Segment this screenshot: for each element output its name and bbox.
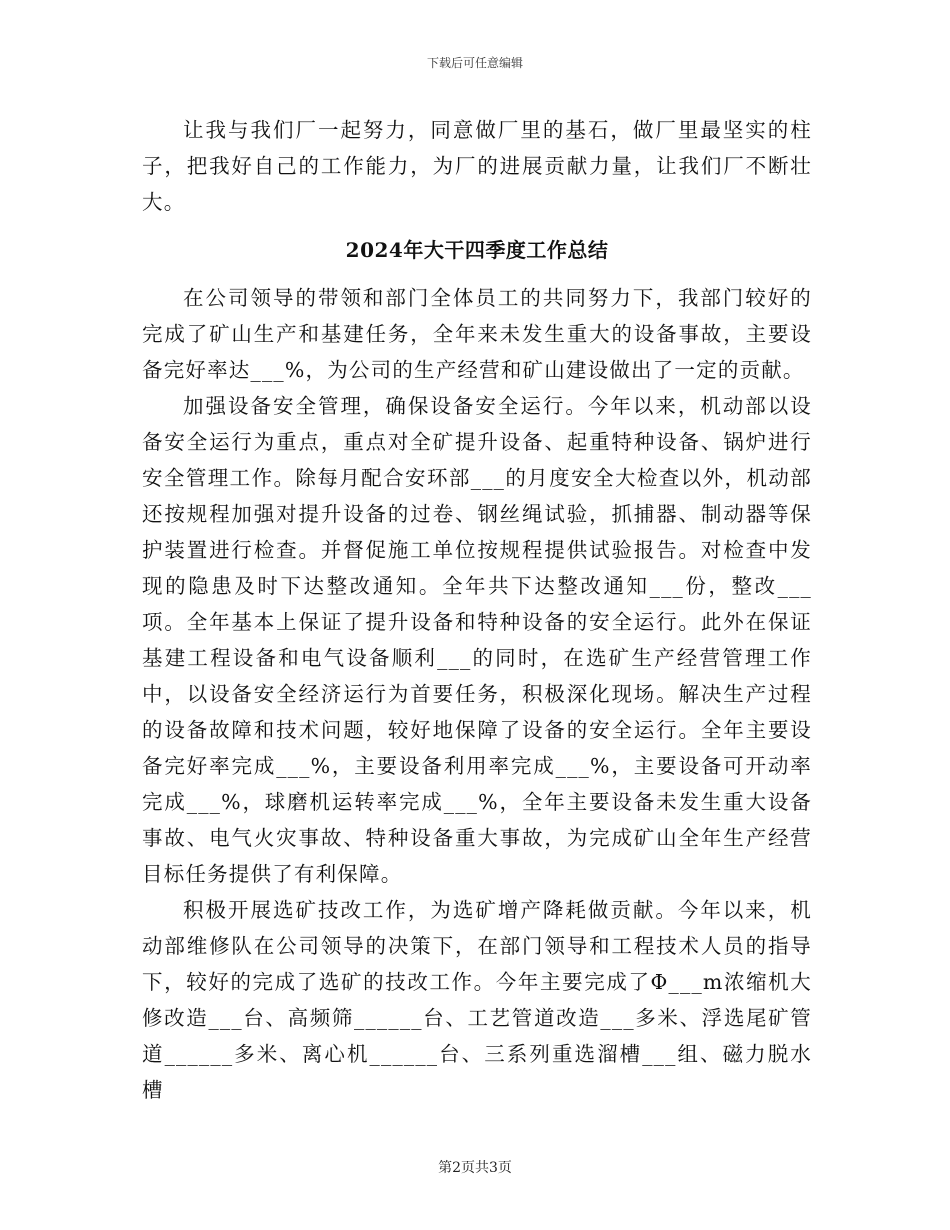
document-body [142,112,812,1108]
body-paragraph-2: 加强设备安全管理，确保设备安全运行。今年以来，机动部以设备安全运行为重点，重点对全矿提升设备、起重特种设备、锅炉进行安全管理工作。除每月配合安环部___的月度安全大检查以外，机动部还按规程加强对提升设备的过卷、钢丝绳试验，抓捕器、制动器等保护装置进行检查。并督促施工单位按规程提供试验报告。对检查中发现的隐患及时下达整改通知。全年共下达整改通知___份，整改___项。全年基本上保证了提升设备和特种设备的安全运行。此外在保证基建工程设备和电气设备顺利___的同时，在选矿生产经营管理工作中，以设备安全经济运行为首要任务，积极深化现场。解决生产过程的设备故障和技术问题，较好地保障了设备的安全运行。全年主要设备完好率完成___%，主要设备利用率完成___%，主要设备可开动率完成___%，球磨机运转率完成___%，全年主要设备未发生重大设备事故、电气火灾事故、特种设备重大事故，为完成矿山全年生产经营目标任务提供了有利保障。 [142,394,812,886]
body-paragraph-1: 在公司领导的带领和部门全体员工的共同努力下，我部门较好的完成了矿山生产和基建任务，全年来未发生重大的设备事故，主要设备完好率达___%，为公司的生产经营和矿山建设做出了一定的贡献。 [142,286,812,382]
page-indicator: 第2页共3页 [438,1160,512,1176]
intro-paragraph: 让我与我们厂一起努力，同意做厂里的基石，做厂里最坚实的柱子，把我好自己的工作能力，为厂的进展贡献力量，让我们厂不断壮大。 [142,118,812,214]
body-paragraph-3: 积极开展选矿技改工作，为选矿增产降耗做贡献。今年以来，机动部维修队在公司领导的决策下，在部门领导和工程技术人员的指导下，较好的完成了选矿的技改工作。今年主要完成了Φ___m浓缩机大修改造___台、高频筛______台、工艺管道改造___多米、浮选尾矿管道______多米、离心机______台、三系列重选溜槽___组、磁力脱水槽 [142,898,812,1102]
document-title: 2024年大干四季度工作总结 [345,238,609,262]
header-note: 下载后可任意编辑 [426,56,523,70]
